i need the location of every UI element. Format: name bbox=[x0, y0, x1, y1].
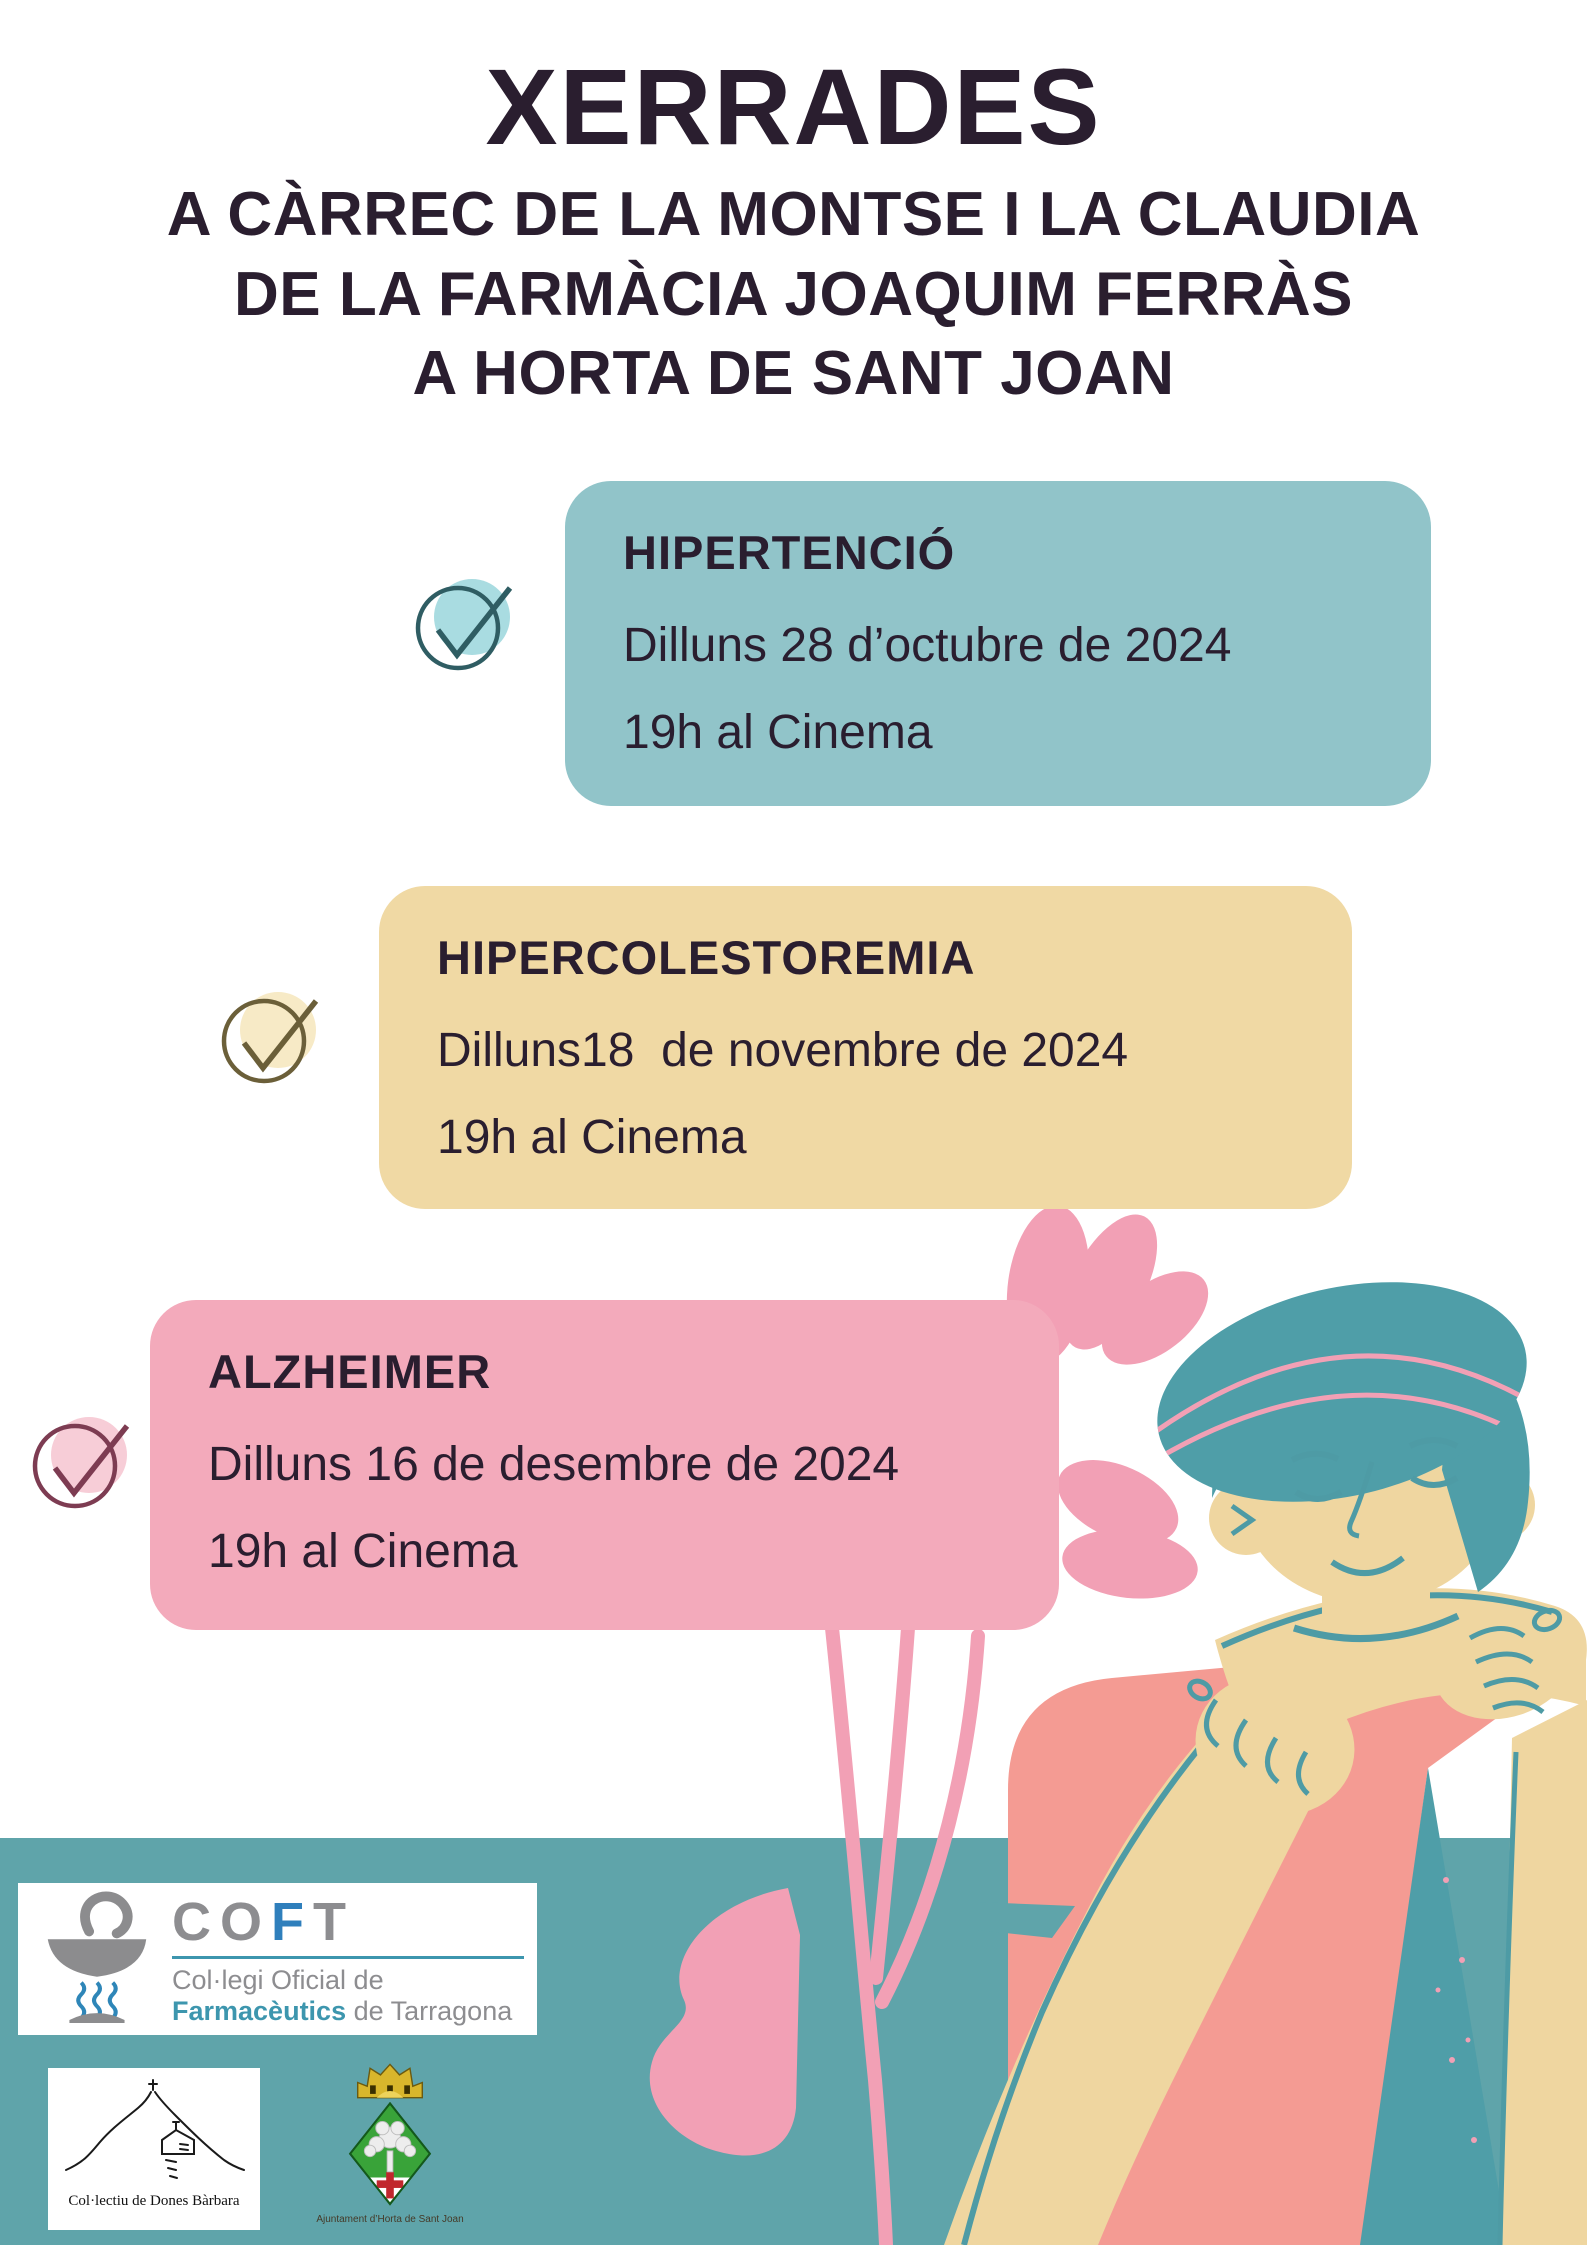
coft-acronym-co: CO bbox=[172, 1892, 271, 1952]
dones-barbara-logo bbox=[48, 2068, 260, 2230]
coat-of-arms-icon bbox=[342, 2054, 438, 2206]
talk-date: Dilluns 28 d’octubre de 2024 bbox=[623, 619, 1232, 672]
subtitle bbox=[0, 175, 1587, 413]
coft-line2-teal: Farmacèutics bbox=[172, 1996, 347, 2027]
coft-line2 bbox=[172, 1996, 524, 2027]
talk-title: HIPERTENCIÓ bbox=[623, 526, 956, 579]
ajuntament-logo bbox=[310, 2054, 470, 2225]
talk-card-hipertencio bbox=[565, 481, 1431, 806]
check-circle-icon bbox=[410, 570, 522, 682]
talk-card-hipercolestoremia bbox=[379, 886, 1352, 1209]
talk-date: Dilluns18 de novembre de 2024 bbox=[437, 1024, 1129, 1077]
poster-header bbox=[0, 46, 1587, 413]
coft-logo bbox=[18, 1883, 537, 2035]
coft-acronym bbox=[172, 1892, 524, 1952]
check-circle-icon bbox=[27, 1408, 139, 1520]
coft-line1: Col·legi Oficial de bbox=[172, 1965, 384, 1995]
coft-text-block bbox=[172, 1883, 524, 2027]
coft-divider bbox=[172, 1956, 524, 1959]
coft-acronym-t: T bbox=[313, 1892, 355, 1952]
page-title: XERRADES bbox=[485, 46, 1102, 167]
talk-date: Dilluns 16 de desembre de 2024 bbox=[208, 1438, 900, 1491]
subtitle-line: A CÀRREC DE LA MONTSE I LA CLAUDIA bbox=[166, 180, 1421, 250]
subtitle-line: DE LA FARMÀCIA JOAQUIM FERRÀS bbox=[233, 259, 1354, 329]
coft-line2-gray: de Tarragona bbox=[346, 1996, 513, 2027]
talk-time: 19h al Cinema bbox=[208, 1525, 518, 1578]
bowl-of-hygieia-icon bbox=[32, 1891, 160, 2025]
talk-title: HIPERCOLESTOREMIA bbox=[437, 931, 976, 984]
mountain-sketch-icon bbox=[54, 2074, 254, 2186]
talk-time: 19h al Cinema bbox=[623, 706, 933, 759]
coft-acronym-f: F bbox=[271, 1892, 313, 1952]
check-circle-icon bbox=[216, 983, 328, 1095]
talk-card-alzheimer bbox=[150, 1300, 1059, 1630]
subtitle-line: A HORTA DE SANT JOAN bbox=[412, 339, 1175, 409]
ajuntament-label: Ajuntament d’Horta de Sant Joan bbox=[316, 2214, 464, 2225]
talk-time: 19h al Cinema bbox=[437, 1111, 747, 1164]
talk-title: ALZHEIMER bbox=[208, 1345, 492, 1398]
dones-barbara-label: Col·lectiu de Dones Bàrbara bbox=[68, 2193, 240, 2209]
